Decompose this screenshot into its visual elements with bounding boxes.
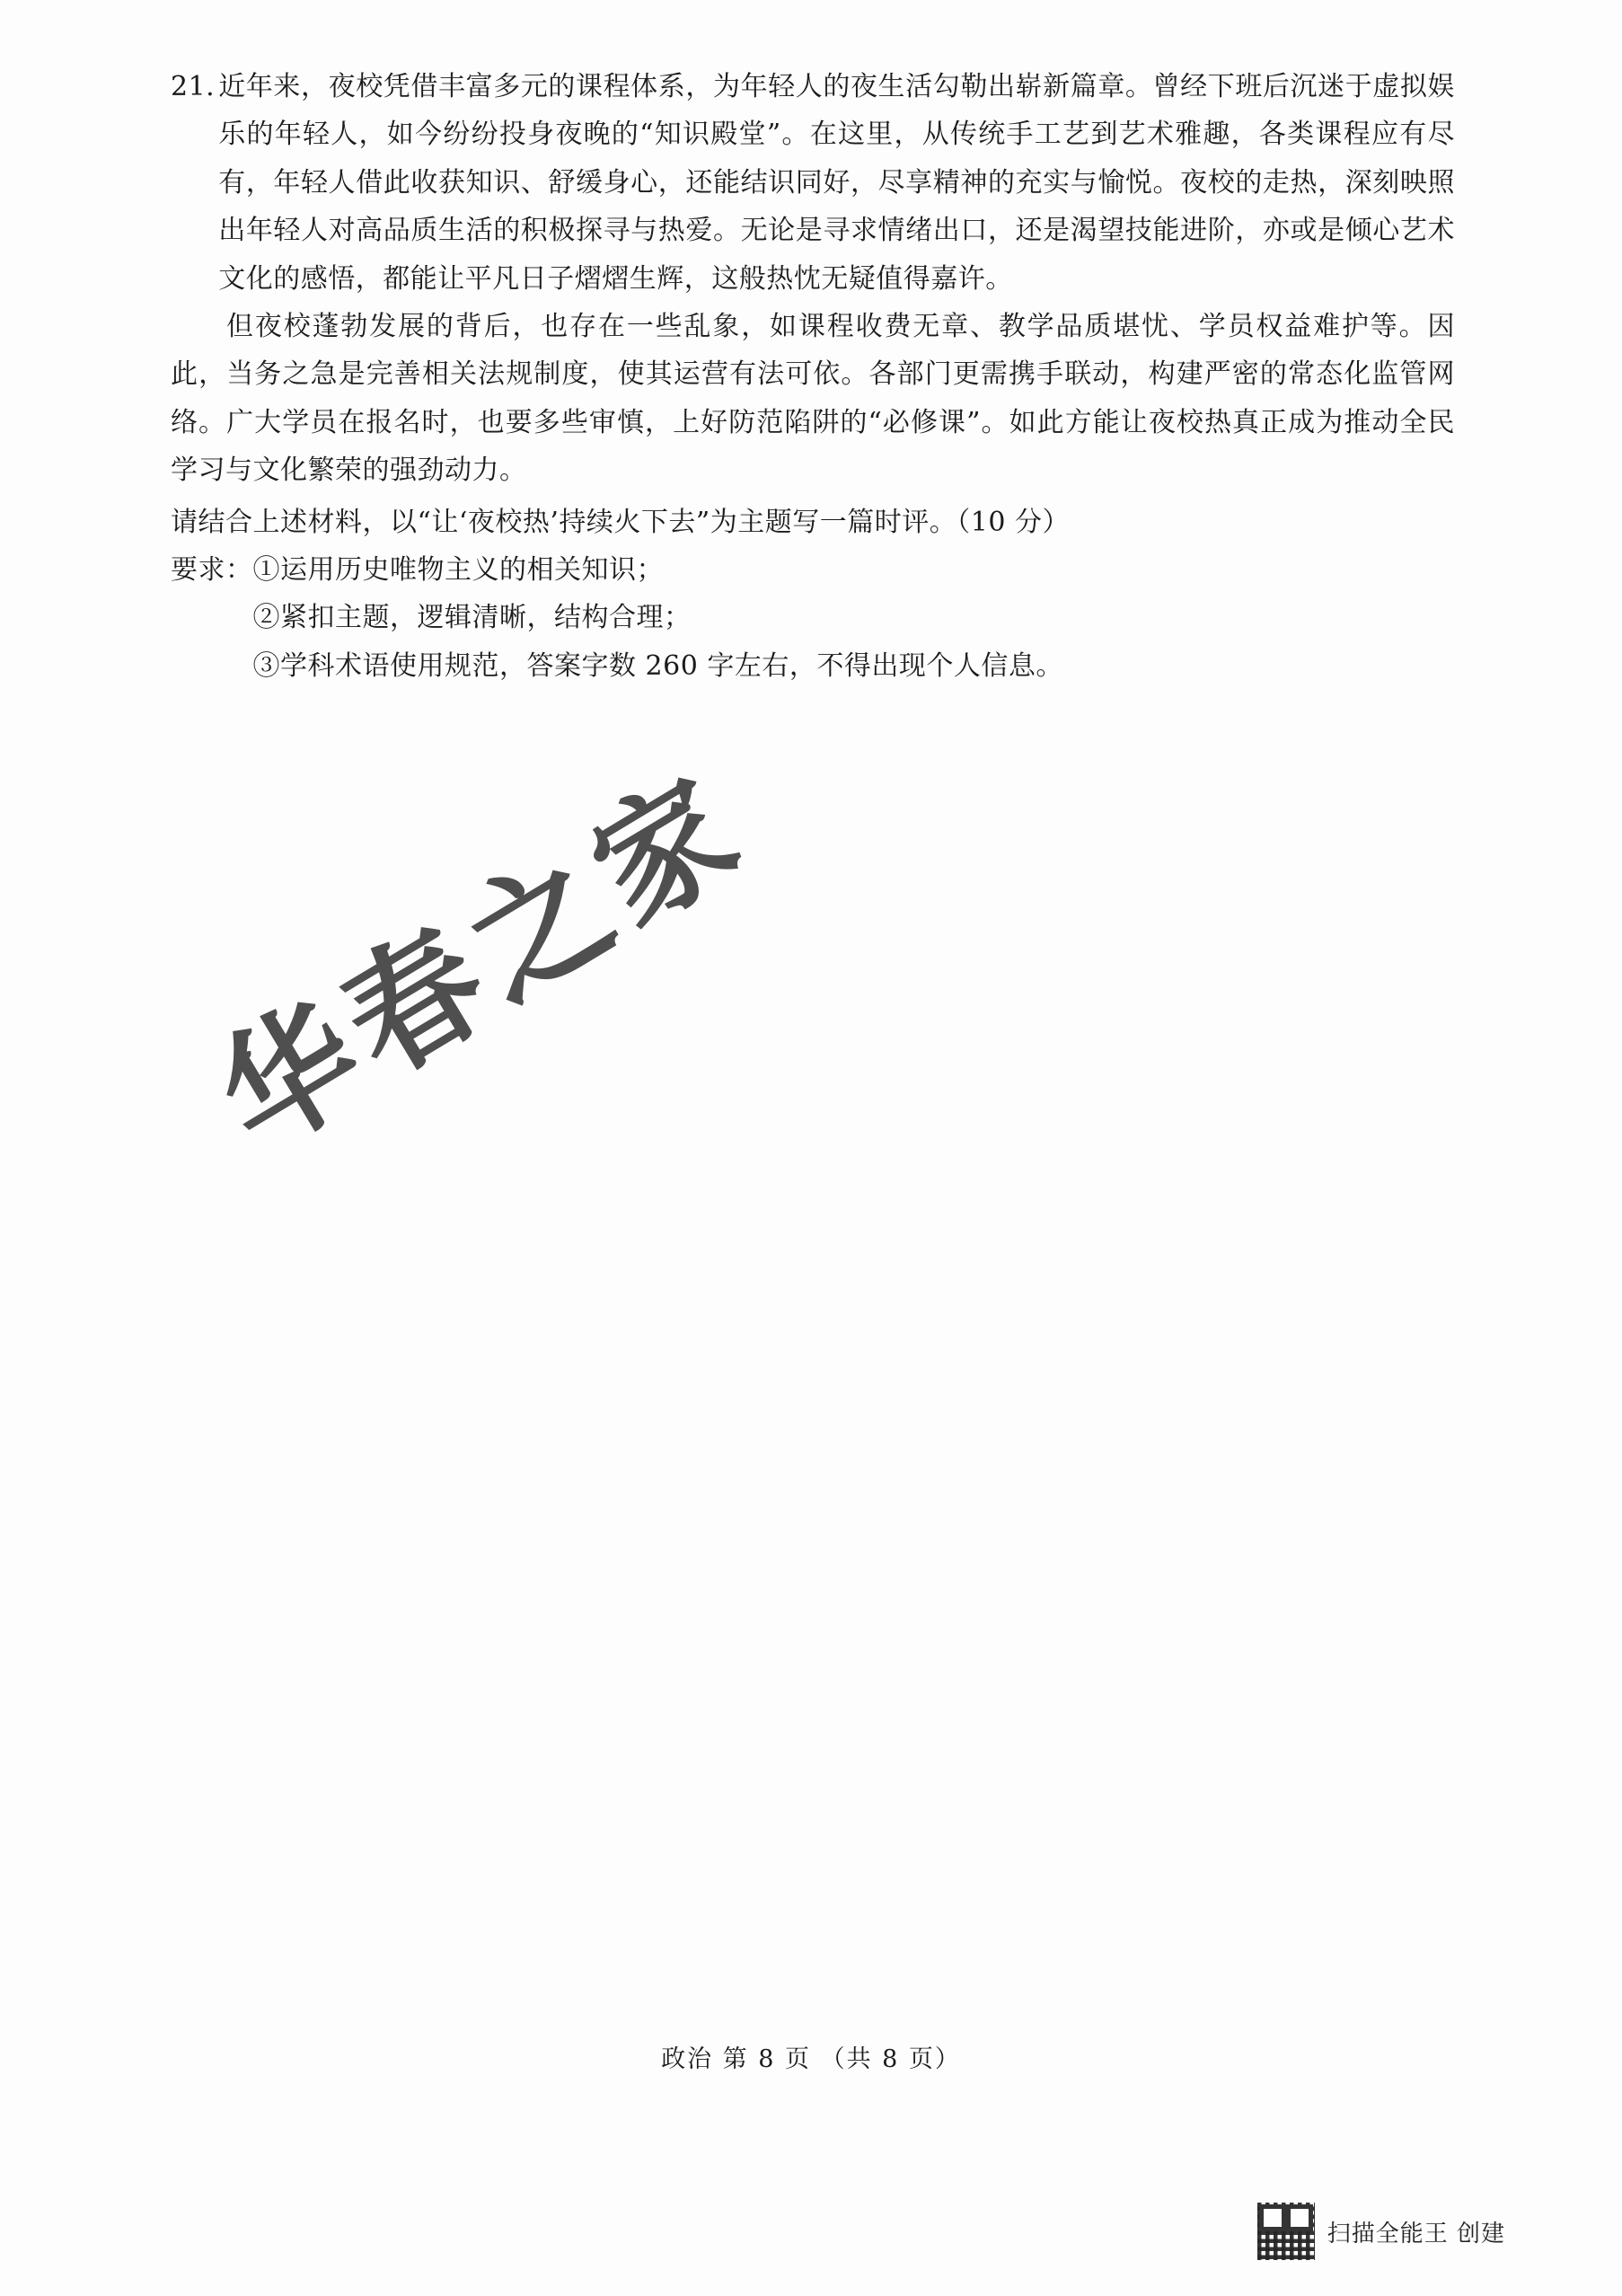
task-line: 请结合上述材料，以“让‘夜校热’持续火下去”为主题写一篇时评。（10 分） xyxy=(171,506,1070,538)
question-21 xyxy=(171,63,1455,303)
page-footer: 政治 第 8 页 （共 8 页） xyxy=(661,2045,961,2073)
requirement-item: ③学科术语使用规范，答案字数 260 字左右，不得出现个人信息。 xyxy=(252,649,1063,682)
stimulus-paragraph-2: 但夜校蓬勃发展的背后，也存在一些乱象，如课程收费无章、教学品质堪忧、学员权益难护等。因此，当务之急是完善相关法规制度，使其运营有法可依。各部门更需携手联动，构建严密的常态化监管网络。广大学员在报名时，也要多些审慎，上好防范陷阱的“必修课”。如此方能让夜校热真正成为推动全民学习与文化繁荣的强劲动力。 xyxy=(171,310,1455,487)
task-block xyxy=(171,499,1455,691)
requirements-list xyxy=(253,546,1456,690)
requirements-block xyxy=(171,546,1455,690)
watermark: 华春之家 xyxy=(191,744,772,1180)
scan-credit-label: 扫描全能王 创建 xyxy=(1327,2220,1505,2247)
stimulus-paragraph-1: 近年来，夜校凭借丰富多元的课程体系，为年轻人的夜生活勾勒出崭新篇章。曾经下班后沉迷于虚拟娱乐的年轻人，如今纷纷投身夜晚的“知识殿堂”。在这里，从传统手工艺到艺术雅趣，各类课程应有尽有，年轻人借此收获知识、舒缓身心，还能结识同好，尽享精神的充实与愉悦。夜校的走热，深刻映照出年轻人对高品质生活的积极探寻与热爱。无论是寻求情绪出口，还是渴望技能进阶，亦或是倾心艺术文化的感悟，都能让平凡日子熠熠生辉，这般热忱无疑值得嘉许。 xyxy=(218,71,1455,295)
requirements-label: 要求： xyxy=(171,553,253,586)
requirement-item: ①运用历史唯物主义的相关知识； xyxy=(252,553,664,586)
scan-credit xyxy=(1257,2203,1505,2260)
question-content xyxy=(171,63,1455,690)
qr-code-icon xyxy=(1257,2203,1315,2260)
question-number: 21. xyxy=(171,71,216,102)
requirement-item: ②紧扣主题，逻辑清晰，结构合理； xyxy=(252,602,692,634)
